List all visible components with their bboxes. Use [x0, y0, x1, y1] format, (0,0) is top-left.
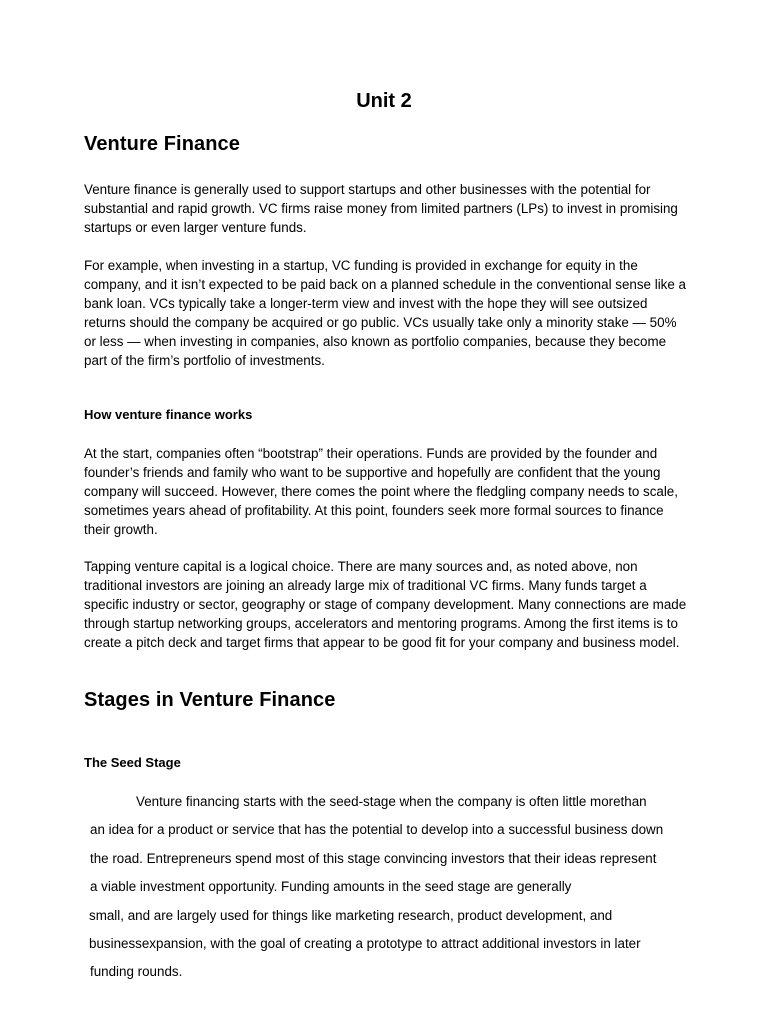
- seed-stage-line: Venture financing starts with the seed-stage when the company is often little morethan: [136, 794, 647, 809]
- subheading-how-venture-finance-works: How venture finance works: [84, 407, 253, 422]
- paragraph-tapping-venture-capital: Tapping venture capital is a logical choice. There are many sources and, as noted above, non traditional investors are joining an already large mix of traditional VC firms. Many funds target a specific industry or sector, geography or stage of company development. Many connections are made through startup networking groups, accelerators and mentoring programs. Among the first items is to create a pitch deck and target firms that appear to be good fit for your company and business model.: [84, 559, 687, 650]
- paragraph-venture-finance-example: For example, when investing in a startup, VC funding is provided in exchange for equity in the company, and it isn’t expected to be paid back on a planned schedule in the conventional sense like a bank loan. VCs typically take a longer-term view and invest with the hope they will see outsized returns should the company be acquired or go public. VCs usually take only a minority stake — 50% or less — when investing in companies, also known as portfolio companies, because they become part of the firm’s portfolio of investments.: [84, 258, 686, 368]
- paragraph-venture-finance-intro: Venture finance is generally used to support startups and other businesses with the potential for substantial and rapid growth. VC firms raise money from limited partners (LPs) to invest in promising startups or even larger venture funds.: [84, 182, 678, 235]
- seed-stage-line: a viable investment opportunity. Funding amounts in the seed stage are generally: [90, 879, 572, 895]
- paragraph-seed-stage: [90, 788, 690, 987]
- seed-stage-line: an idea for a product or service that has the potential to develop into a successful business down: [90, 822, 664, 838]
- seed-stage-line: businessexpansion, with the goal of creating a prototype to attract additional investors in later: [89, 936, 641, 952]
- subheading-seed-stage: The Seed Stage: [84, 755, 181, 770]
- section-heading-venture-finance: Venture Finance: [84, 133, 240, 155]
- seed-stage-line: small, and are largely used for things like marketing research, product development, and: [89, 907, 613, 923]
- paragraph-bootstrap: At the start, companies often “bootstrap” their operations. Funds are provided by the founder and founder’s friends and family who want to be supportive and hopefully are confident that the young company will succeed. However, there comes the point where the fledgling company needs to scale, sometimes years ahead of profitability. At this point, founders seek more formal sources to finance their growth.: [84, 446, 678, 537]
- unit-title: Unit 2: [356, 90, 412, 112]
- seed-stage-line: funding rounds.: [90, 964, 183, 980]
- seed-stage-line: the road. Entrepreneurs spend most of this stage convincing investors that their ideas represent: [90, 850, 657, 866]
- section-heading-stages: Stages in Venture Finance: [84, 689, 336, 711]
